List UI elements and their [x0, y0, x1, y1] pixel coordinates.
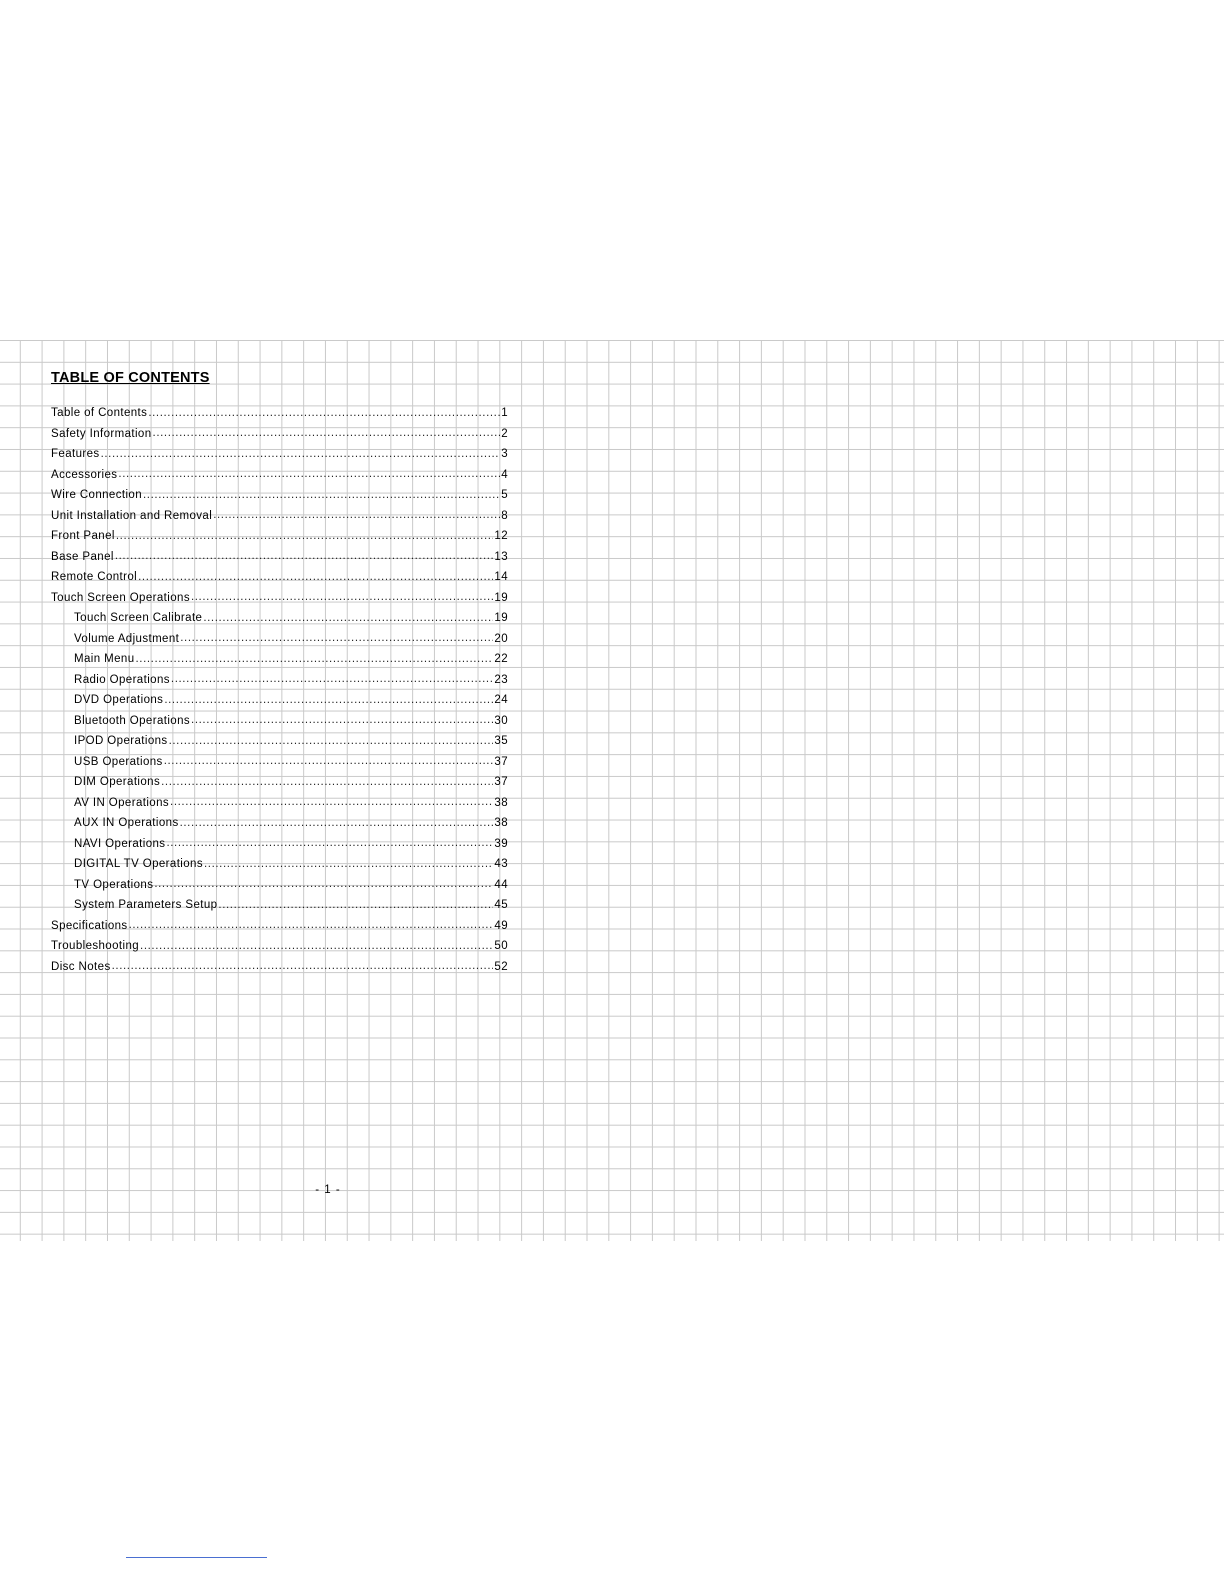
toc-entry-page: 37 [494, 776, 508, 788]
toc-list [51, 403, 508, 977]
toc-entry[interactable] [51, 567, 508, 588]
toc-entry-page: 44 [494, 878, 508, 891]
toc-entry-label: Touch Screen Operations [51, 591, 190, 604]
toc-entry-page: 37 [494, 755, 508, 768]
toc-entry-label: Front Panel [51, 530, 115, 542]
toc-dot-leader [129, 917, 494, 929]
toc-dot-leader [101, 446, 501, 458]
toc-dot-leader [171, 671, 494, 683]
toc-entry-label: Wire Connection [51, 489, 143, 501]
toc-entry-page: 45 [494, 899, 508, 911]
toc-entry-label: Touch Screen Calibrate [74, 612, 203, 624]
toc-entry-label: DVD Operations [74, 694, 164, 706]
toc-dot-leader [154, 876, 493, 888]
toc-subentry[interactable] [51, 649, 508, 670]
toc-subentry[interactable] [51, 752, 508, 773]
toc-entry-page: 35 [494, 735, 508, 747]
toc-entry-page: 19 [494, 591, 508, 604]
toc-dot-leader [116, 528, 494, 540]
toc-entry[interactable] [51, 403, 508, 424]
toc-dot-leader [218, 897, 493, 909]
toc-dot-leader [180, 630, 493, 642]
toc-entry-label: AUX IN Operations [74, 817, 179, 829]
toc-entry-page: 30 [494, 714, 508, 727]
toc-entry-label: Disc Notes [51, 960, 111, 973]
toc-entry-page: 23 [494, 673, 508, 686]
toc-entry-page: 39 [494, 837, 508, 850]
toc-dot-leader [112, 958, 494, 970]
toc-entry-page: 13 [494, 550, 508, 563]
toc-entry[interactable] [51, 506, 508, 527]
toc-dot-leader [180, 815, 494, 827]
toc-dot-leader [204, 856, 493, 868]
toc-dot-leader [136, 651, 494, 663]
toc-dot-leader [203, 610, 493, 622]
toc-entry-label: Features [51, 448, 100, 460]
toc-entry-label: Main Menu [74, 653, 135, 665]
toc-dot-leader [115, 548, 494, 560]
toc-entry-label: Unit Installation and Removal [51, 509, 213, 522]
toc-entry-page: 19 [494, 612, 508, 624]
toc-entry-page: 50 [494, 940, 508, 952]
toc-dot-leader [164, 753, 494, 765]
toc-entry-label: AV IN Operations [74, 796, 170, 809]
toc-entry-label: Troubleshooting [51, 940, 140, 952]
toc-dot-leader [191, 712, 493, 724]
toc-dot-leader [170, 794, 493, 806]
toc-entry[interactable] [51, 526, 508, 547]
toc-dot-leader [169, 733, 494, 745]
toc-entry-page: 49 [494, 919, 508, 932]
toc-subentry[interactable] [51, 854, 508, 875]
toc-entry-label: DIGITAL TV Operations [74, 858, 203, 870]
toc-entry-page: 38 [494, 796, 508, 809]
toc-entry-page: 12 [494, 530, 508, 542]
toc-subentry[interactable] [51, 670, 508, 691]
toc-entry-page: 20 [494, 632, 508, 645]
toc-entry-page: 52 [494, 960, 508, 973]
toc-dot-leader [191, 589, 493, 601]
toc-dot-leader [138, 569, 493, 581]
toc-subentry[interactable] [51, 875, 508, 896]
toc-subentry[interactable] [51, 895, 508, 916]
toc-entry[interactable] [51, 444, 508, 465]
toc-entry[interactable] [51, 916, 508, 937]
toc-subentry[interactable] [51, 711, 508, 732]
toc-entry-page: 2 [501, 427, 508, 440]
toc-dot-leader [143, 487, 500, 499]
toc-entry-label: TV Operations [74, 878, 154, 891]
toc-dot-leader [148, 405, 500, 417]
toc-entry-page: 24 [494, 694, 508, 706]
toc-subentry[interactable] [51, 772, 508, 793]
toc-entry-page: 8 [501, 509, 508, 522]
toc-subentry[interactable] [51, 793, 508, 814]
toc-entry[interactable] [51, 547, 508, 568]
toc-entry-label: Radio Operations [74, 673, 170, 686]
toc-entry[interactable] [51, 465, 508, 486]
toc-subentry[interactable] [51, 690, 508, 711]
toc-dot-leader [161, 774, 493, 786]
toc-entry-label: Specifications [51, 919, 128, 932]
toc-entry-label: Remote Control [51, 571, 138, 583]
toc-dot-leader [166, 835, 493, 847]
toc-subentry[interactable] [51, 731, 508, 752]
toc-title: TABLE OF CONTENTS [51, 370, 210, 386]
toc-dot-leader [118, 466, 500, 478]
toc-entry-page: 3 [501, 448, 508, 460]
toc-entry-page: 43 [494, 858, 508, 870]
toc-entry[interactable] [51, 588, 508, 609]
toc-entry-label: Base Panel [51, 550, 114, 563]
toc-entry[interactable] [51, 424, 508, 445]
bottom-rule [126, 1557, 267, 1558]
toc-subentry[interactable] [51, 629, 508, 650]
toc-dot-leader [164, 692, 493, 704]
toc-entry-label: Volume Adjustment [74, 632, 180, 645]
toc-entry-page: 14 [494, 571, 508, 583]
toc-entry-label: NAVI Operations [74, 837, 166, 850]
toc-dot-leader [153, 425, 501, 437]
toc-entry[interactable] [51, 957, 508, 978]
toc-entry-label: IPOD Operations [74, 735, 168, 747]
toc-entry-label: USB Operations [74, 755, 163, 768]
toc-entry-page: 22 [494, 653, 508, 665]
toc-entry-label: Accessories [51, 468, 118, 481]
toc-subentry[interactable] [51, 834, 508, 855]
toc-entry[interactable] [51, 485, 508, 506]
toc-entry-label: Safety Information [51, 427, 152, 440]
toc-subentry[interactable] [51, 608, 508, 629]
toc-entry[interactable] [51, 936, 508, 957]
toc-entry-page: 38 [494, 817, 508, 829]
manual-page [0, 340, 1224, 1241]
toc-dot-leader [213, 507, 500, 519]
toc-entry-label: Bluetooth Operations [74, 714, 191, 727]
toc-dot-leader [140, 938, 493, 950]
page-number: - 1 - [315, 1184, 341, 1196]
toc-entry-page: 4 [501, 468, 508, 481]
toc-entry-label: Table of Contents [51, 407, 148, 419]
toc-subentry[interactable] [51, 813, 508, 834]
toc-entry-page: 1 [501, 407, 508, 419]
toc-entry-label: System Parameters Setup [74, 899, 218, 911]
toc-entry-label: DIM Operations [74, 776, 161, 788]
toc-entry-page: 5 [501, 489, 508, 501]
